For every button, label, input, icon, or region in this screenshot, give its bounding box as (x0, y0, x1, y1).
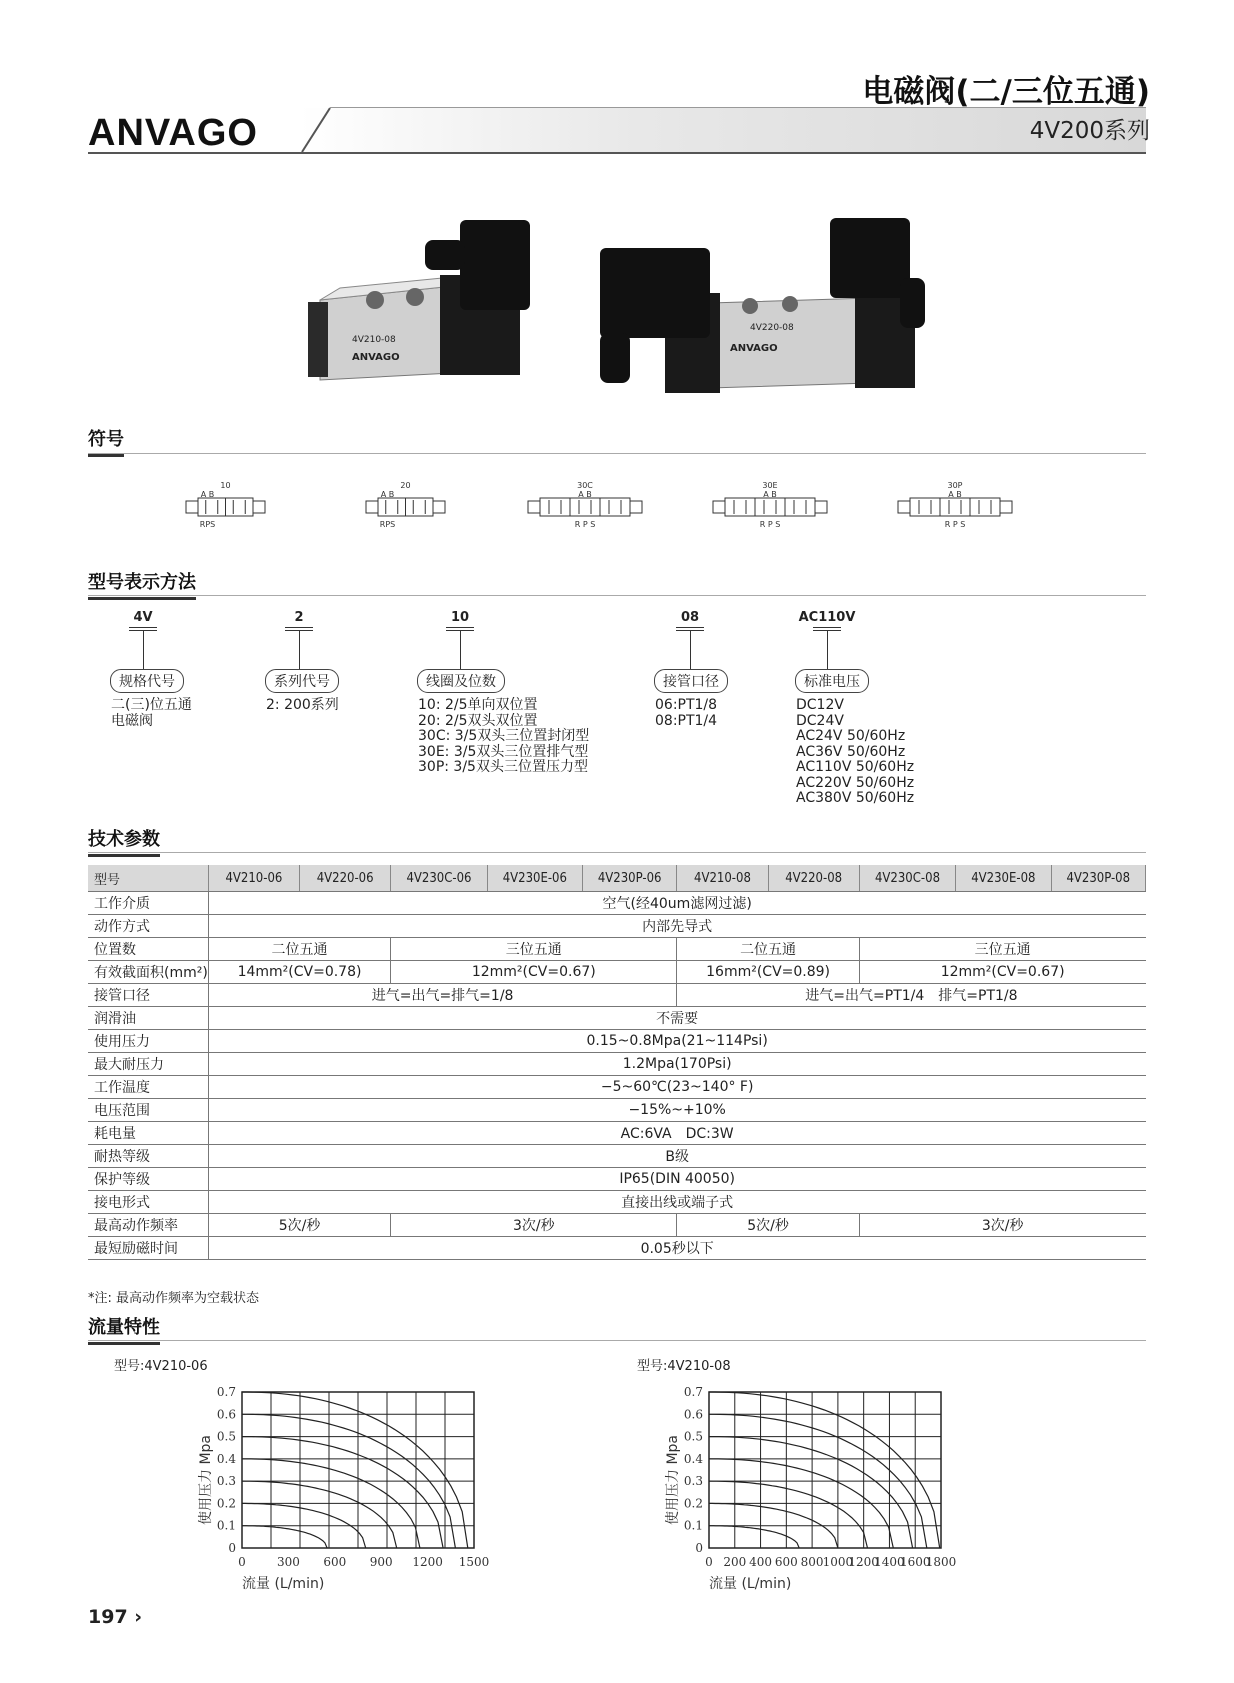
table-row-label: 保护等级 (88, 1168, 208, 1191)
model-code-desc: AC110V 50/60Hz (796, 759, 915, 775)
symbol-bottom: R P S (574, 520, 596, 529)
chart-xtick-label: 600 (774, 1555, 798, 1569)
model-code-0: 4V (133, 610, 153, 625)
table-cell: B级 (208, 1145, 1145, 1168)
symbol-ports: A B (380, 490, 395, 499)
chart-xtick-label: 900 (369, 1555, 393, 1569)
chart-xtick-label: 1200 (848, 1555, 879, 1569)
model-code-desc: 06:PT1/8 (655, 697, 718, 713)
model-code-desc: AC36V 50/60Hz (796, 743, 906, 760)
table-header-row (88, 865, 1146, 892)
chart-xtick-label: 1600 (899, 1555, 931, 1569)
table-row-label: 位置数 (88, 938, 208, 961)
page-number (88, 1606, 142, 1628)
section-model-code-title: 型号表示方法 (88, 568, 196, 600)
product-left-logo: ANVAGO (352, 352, 400, 363)
chart-xlabel: 流量 (L/min) (242, 1576, 325, 1592)
chart-xtick-label: 200 (723, 1555, 747, 1569)
chart-ytick-label: 0.2 (216, 1496, 236, 1511)
table-header-model: 4V210-06 (208, 865, 299, 892)
symbol-bottom: R P S (759, 520, 781, 529)
symbol-code: 20 (400, 481, 411, 490)
chart-ytick-label: 0.2 (683, 1496, 703, 1511)
table-row-label: 最短励磁时间 (88, 1237, 208, 1260)
chart-ytick-label: 0.1 (683, 1518, 703, 1533)
table-header-model: 4V230C-08 (859, 865, 955, 892)
symbol-bottom: RPS (379, 520, 396, 529)
header-slash (296, 106, 336, 156)
chart-ytick-label: 0.5 (683, 1429, 703, 1444)
model-code-1: 2 (294, 610, 304, 625)
chart-ytick-label: 0.3 (683, 1474, 703, 1489)
symbol-bottom: R P S (944, 520, 966, 529)
model-code-connector (827, 631, 828, 669)
table-cell: IP65(DIN 40050) (208, 1168, 1145, 1191)
chart-xtick-label: 1200 (412, 1555, 443, 1569)
table-row (88, 1007, 1146, 1030)
table-cell: 3次/秒 (391, 1214, 677, 1237)
table-row (88, 938, 1146, 961)
chart-xtick-label: 300 (276, 1555, 300, 1569)
chart-ytick-label: 0.4 (216, 1451, 236, 1466)
table-row (88, 915, 1146, 938)
table-row-label: 工作介质 (88, 892, 208, 915)
table-row-label: 工作温度 (88, 1076, 208, 1099)
table-cell: −5~60℃(23~140° F) (208, 1076, 1145, 1099)
symbol-code: 30C (577, 481, 593, 490)
symbol-bottom: RPS (199, 520, 216, 529)
model-code-connector (299, 631, 300, 669)
model-code-desc: 20: 2/5双头双位置 (418, 712, 538, 729)
product-image-4v210 (300, 220, 570, 390)
symbol-code: 30E (762, 481, 778, 490)
section-symbols-line (88, 453, 1146, 454)
model-code-label: 标准电压 (795, 669, 869, 693)
chart-ytick-label: 0.6 (683, 1407, 703, 1422)
table-row-label: 使用压力 (88, 1030, 208, 1053)
product-right-logo: ANVAGO (730, 343, 778, 354)
table-row-label: 最高动作频率 (88, 1214, 208, 1237)
table-cell: 三位五通 (391, 938, 677, 961)
chart-xtick-label: 1000 (822, 1555, 854, 1569)
symbol-ports: A B (763, 490, 777, 499)
table-row-label: 动作方式 (88, 915, 208, 938)
model-code-label: 规格代号 (110, 669, 184, 693)
section-model-code-line (88, 595, 1146, 596)
symbol-ports: A B (200, 490, 215, 499)
chart-xtick-label: 0 (238, 1555, 246, 1569)
model-code-3: 08 (680, 610, 700, 625)
model-code-desc: 30E: 3/5双头三位置排气型 (418, 743, 589, 760)
symbol-10 (180, 478, 275, 538)
table-row-label: 接电形式 (88, 1191, 208, 1214)
chart-xtick-label: 1800 (925, 1555, 957, 1569)
table-row-label: 耗电量 (88, 1122, 208, 1145)
product-left-label: 4V210-08 (352, 335, 396, 345)
symbol-30E (700, 478, 845, 538)
table-row (88, 984, 1146, 1007)
table-row (88, 1191, 1146, 1214)
table-cell: 12mm²(CV=0.67) (859, 961, 1145, 984)
model-code-desc: 08:PT1/4 (655, 712, 718, 729)
table-note: *注: 最高动作频率为空载状态 (88, 1291, 260, 1306)
table-row-label: 润滑油 (88, 1007, 208, 1030)
table-cell: 1.2Mpa(170Psi) (208, 1053, 1145, 1076)
model-code-desc: 10: 2/5单向双位置 (418, 697, 538, 713)
chart-ylabel: 使用压力 Mpa (198, 1435, 214, 1525)
model-code-desc: 30C: 3/5双头三位置封闭型 (418, 728, 590, 744)
chart-ytick-label: 0.3 (216, 1474, 236, 1489)
product-image-4v220 (600, 218, 950, 398)
table-cell: 直接出线或端子式 (208, 1191, 1145, 1214)
table-cell: 不需要 (208, 1007, 1145, 1030)
page-number-value: 197 (88, 1606, 128, 1628)
chart2-title: 型号:4V210-08 (637, 1359, 731, 1374)
page-arrow-icon: › (134, 1606, 143, 1628)
table-header-model: 4V210-08 (677, 865, 768, 892)
table-cell: 三位五通 (859, 938, 1145, 961)
model-code-desc: AC380V 50/60Hz (796, 790, 915, 806)
model-code-desc: DC24V (796, 712, 844, 729)
chart-ytick-label: 0 (228, 1541, 236, 1555)
table-header-model: 4V230E-08 (956, 865, 1051, 892)
table-cell: 二位五通 (208, 938, 390, 961)
product-right-label: 4V220-08 (750, 323, 794, 333)
model-code-label: 系列代号 (265, 669, 339, 693)
table-row (88, 1099, 1146, 1122)
model-code-desc: 电磁阀 (111, 712, 153, 729)
chart-xlabel: 流量 (L/min) (709, 1576, 792, 1592)
table-cell: AC:6VA DC:3W (208, 1122, 1145, 1145)
chart-xtick-label: 600 (323, 1555, 347, 1569)
flow-chart-4v210-08 (665, 1370, 1035, 1600)
table-header-model: 4V220-06 (300, 865, 391, 892)
section-flow-line (88, 1340, 1146, 1341)
table-header-label: 型号 (88, 865, 208, 892)
table-row (88, 1053, 1146, 1076)
table-cell: 12mm²(CV=0.67) (391, 961, 677, 984)
table-cell: 5次/秒 (677, 1214, 859, 1237)
table-header-model: 4V220-08 (768, 865, 859, 892)
section-symbols-title: 符号 (88, 425, 124, 457)
series-subtitle: 4V200系列 (1029, 118, 1150, 144)
table-row-label: 最大耐压力 (88, 1053, 208, 1076)
spec-table-wrap (88, 865, 1146, 1260)
model-code-label: 线圈及位数 (417, 669, 505, 693)
chart-xtick-label: 1500 (458, 1555, 490, 1569)
model-code-desc: 二(三)位五通 (111, 697, 192, 713)
model-code-desc: AC24V 50/60Hz (796, 728, 906, 744)
section-tech-line (88, 852, 1146, 853)
chart-xtick-label: 0 (705, 1555, 713, 1569)
table-row (88, 1030, 1146, 1053)
table-cell: −15%~+10% (208, 1099, 1145, 1122)
model-code-connector (143, 631, 144, 669)
spec-table (88, 865, 1146, 1260)
brand-logo: ANVAGO (88, 112, 258, 154)
table-row (88, 1122, 1146, 1145)
chart-xtick-label: 400 (749, 1555, 773, 1569)
table-cell: 0.05秒以下 (208, 1237, 1145, 1260)
header-band (300, 108, 1146, 152)
chart-xtick-label: 1400 (874, 1555, 905, 1569)
model-code-connector (460, 631, 461, 669)
table-row-label: 耐热等级 (88, 1145, 208, 1168)
table-cell: 3次/秒 (859, 1214, 1145, 1237)
chart-ytick-label: 0.7 (216, 1385, 236, 1399)
table-cell: 16mm²(CV=0.89) (677, 961, 859, 984)
table-cell: 14mm²(CV=0.78) (208, 961, 390, 984)
table-row (88, 1214, 1146, 1237)
table-row (88, 961, 1146, 984)
table-row (88, 1168, 1146, 1191)
model-code-connector (690, 631, 691, 669)
table-row (88, 1237, 1146, 1260)
table-cell: 0.15~0.8Mpa(21~114Psi) (208, 1030, 1145, 1053)
model-code-2: 10 (450, 610, 470, 625)
symbol-30C (515, 478, 660, 538)
table-row-label: 电压范围 (88, 1099, 208, 1122)
table-row (88, 1145, 1146, 1168)
chart-ytick-label: 0.5 (216, 1429, 236, 1444)
model-code-desc: 2: 200系列 (266, 697, 339, 713)
symbol-ports: A B (578, 490, 592, 499)
symbol-20 (360, 478, 455, 538)
table-header-model: 4V230E-06 (487, 865, 582, 892)
table-row-label: 有效截面积(mm²) (88, 961, 208, 984)
table-cell: 进气=出气=PT1/4 排气=PT1/8 (677, 984, 1146, 1007)
table-cell: 二位五通 (677, 938, 859, 961)
chart1-title: 型号:4V210-06 (114, 1359, 208, 1374)
model-code-desc: 30P: 3/5双头三位置压力型 (418, 759, 588, 775)
table-cell: 5次/秒 (208, 1214, 390, 1237)
chart-xtick-label: 800 (800, 1555, 824, 1569)
symbol-30P (885, 478, 1030, 538)
chart-ytick-label: 0.7 (683, 1385, 703, 1399)
table-row-label: 接管口径 (88, 984, 208, 1007)
section-tech-title: 技术参数 (88, 825, 160, 857)
table-cell: 进气=出气=排气=1/8 (208, 984, 677, 1007)
model-code-desc: DC12V (796, 697, 844, 713)
symbol-ports: A B (948, 490, 962, 499)
model-code-label: 接管口径 (654, 669, 728, 693)
chart-ytick-label: 0 (695, 1541, 703, 1555)
table-cell: 内部先导式 (208, 915, 1145, 938)
symbol-code: 30P (947, 481, 963, 490)
chart-ylabel: 使用压力 Mpa (665, 1435, 681, 1525)
table-header-model: 4V230P-06 (582, 865, 676, 892)
table-cell: 空气(经40um滤网过滤) (208, 892, 1145, 915)
page-title: 电磁阀(二/三位五通) (862, 74, 1150, 110)
table-header-model: 4V230P-08 (1051, 865, 1145, 892)
chart-ytick-label: 0.4 (683, 1451, 703, 1466)
section-flow-title: 流量特性 (88, 1313, 160, 1345)
table-row (88, 892, 1146, 915)
flow-chart-4v210-06 (200, 1370, 530, 1600)
table-row (88, 1076, 1146, 1099)
model-code-desc: AC220V 50/60Hz (796, 774, 915, 791)
chart-ytick-label: 0.6 (216, 1407, 236, 1422)
table-header-model: 4V230C-06 (391, 865, 487, 892)
model-code-4: AC110V (798, 610, 856, 625)
chart-ytick-label: 0.1 (216, 1518, 236, 1533)
symbol-code: 10 (220, 481, 231, 490)
